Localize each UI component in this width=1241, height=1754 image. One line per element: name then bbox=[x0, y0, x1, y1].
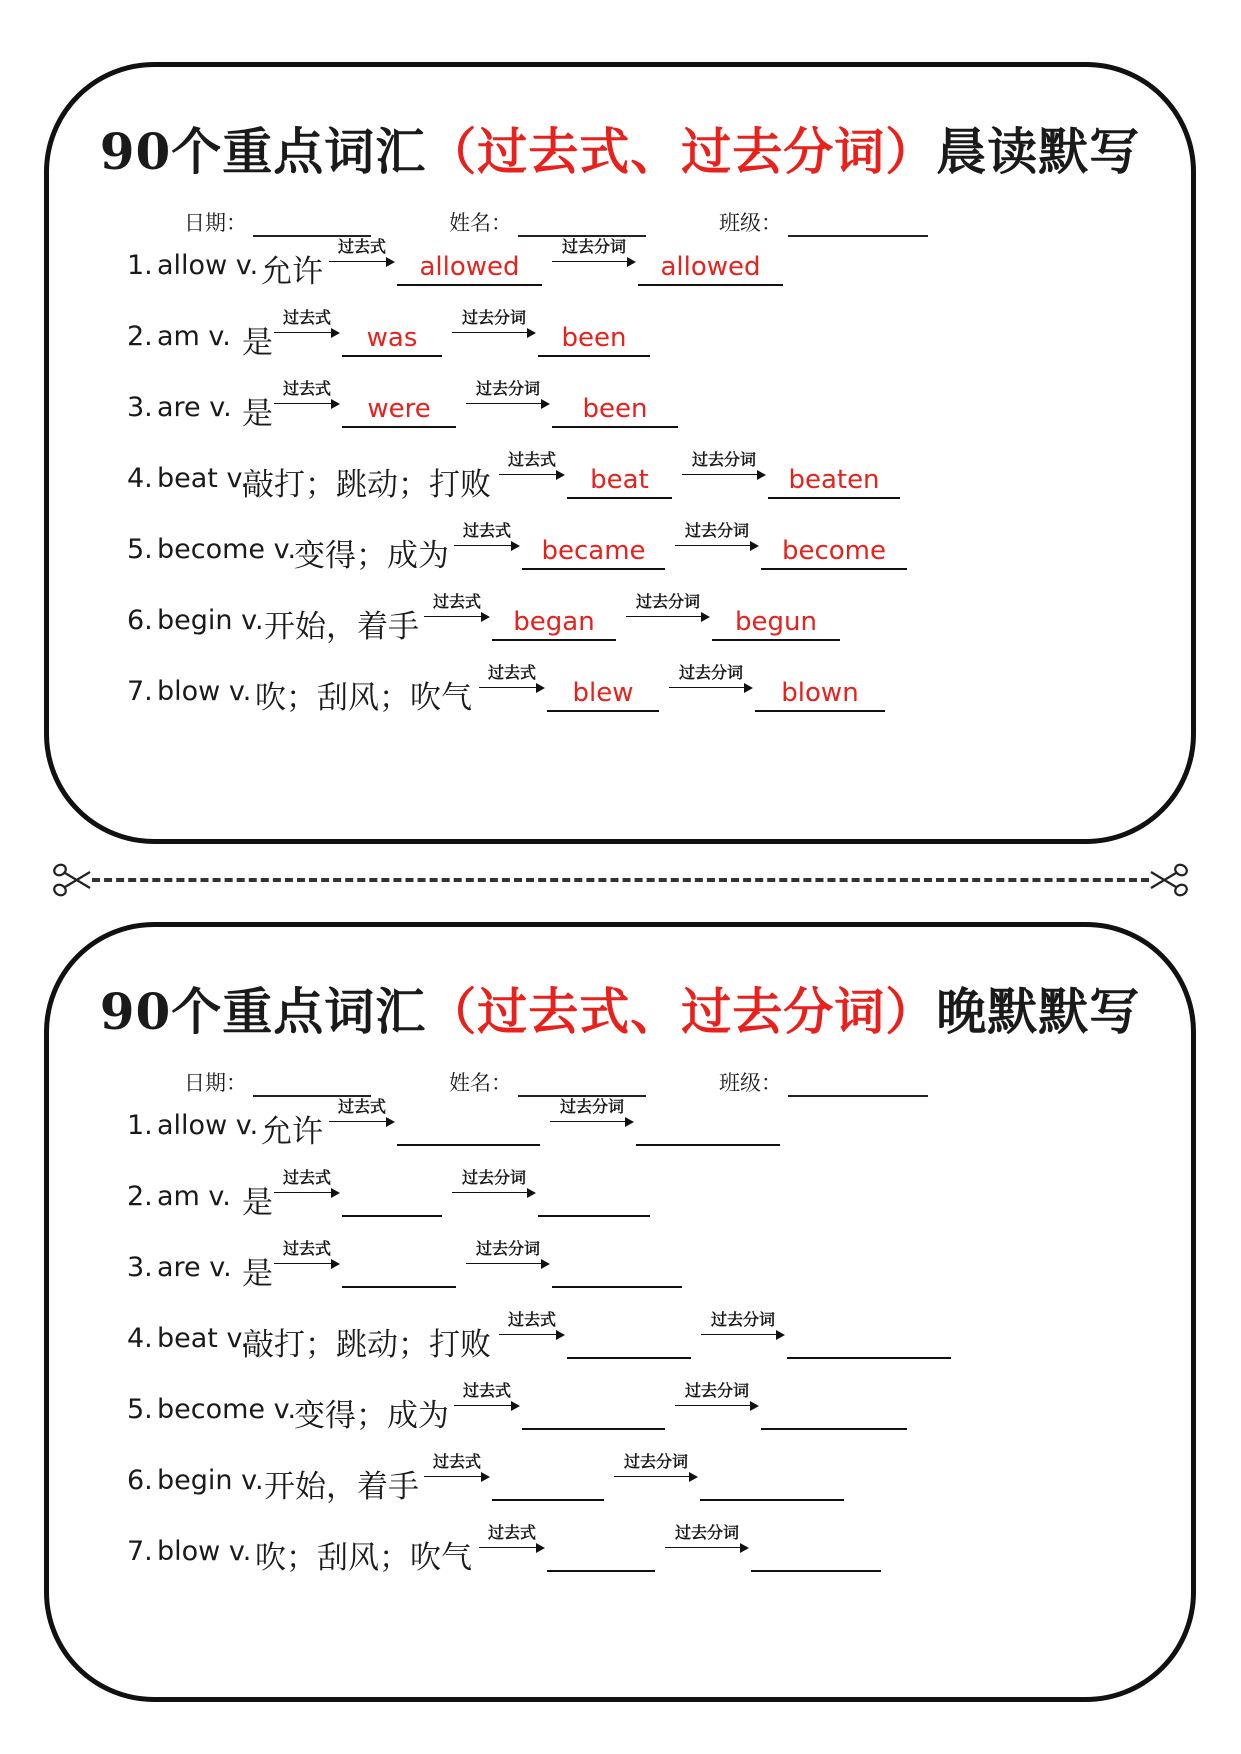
past-participle-label: 过去分词 bbox=[475, 1239, 540, 1258]
past-tense-label: 过去式 bbox=[507, 450, 556, 469]
past-participle-answer: been bbox=[582, 394, 648, 424]
arrow-head-icon bbox=[511, 541, 520, 551]
arrow-shaft bbox=[274, 403, 334, 404]
past-tense-answer: blew bbox=[572, 678, 634, 708]
arrow-shaft bbox=[665, 1547, 743, 1548]
past-participle-blank[interactable] bbox=[538, 317, 650, 357]
past-participle-label: 过去分词 bbox=[461, 308, 526, 327]
arrow-shaft bbox=[614, 1476, 692, 1477]
chinese-meaning: 敲打；跳动；打败 bbox=[243, 1327, 491, 1363]
past-tense-arrow bbox=[499, 1307, 565, 1347]
chinese-meaning: 允许 bbox=[261, 1114, 323, 1150]
past-tense-label: 过去式 bbox=[337, 237, 386, 256]
past-tense-arrow bbox=[424, 1449, 490, 1489]
past-tense-blank[interactable] bbox=[492, 1461, 604, 1501]
past-tense-label: 过去式 bbox=[462, 521, 511, 540]
arrow-shaft bbox=[626, 616, 704, 617]
arrow-head-icon bbox=[556, 470, 565, 480]
vocab-row bbox=[49, 1518, 1191, 1578]
english-word: are v. bbox=[157, 392, 232, 423]
name-label: 姓名： bbox=[449, 211, 512, 235]
item-number: 7. bbox=[127, 1536, 153, 1567]
past-tense-arrow bbox=[274, 1236, 340, 1276]
arrow-shaft bbox=[424, 1476, 484, 1477]
item-number: 5. bbox=[127, 534, 153, 565]
morning-title bbox=[49, 112, 1191, 184]
past-participle-label: 过去分词 bbox=[678, 663, 743, 682]
arrow-head-icon bbox=[536, 683, 545, 693]
past-participle-answer: beaten bbox=[788, 465, 880, 495]
arrow-head-icon bbox=[744, 683, 753, 693]
chinese-meaning: 是 bbox=[242, 1256, 273, 1292]
arrow-shaft bbox=[479, 1547, 539, 1548]
item-number: 3. bbox=[127, 1252, 153, 1283]
past-participle-blank[interactable] bbox=[787, 1319, 951, 1359]
past-participle-label: 过去分词 bbox=[475, 379, 540, 398]
vocab-row bbox=[49, 374, 1191, 434]
past-tense-label: 过去式 bbox=[282, 379, 331, 398]
arrow-head-icon bbox=[740, 1543, 749, 1553]
item-number: 5. bbox=[127, 1394, 153, 1425]
past-participle-blank[interactable] bbox=[755, 672, 885, 712]
arrow-shaft bbox=[499, 474, 559, 475]
arrow-head-icon bbox=[701, 612, 710, 622]
english-word: allow v. bbox=[157, 250, 259, 281]
past-participle-arrow bbox=[452, 305, 536, 345]
item-number: 6. bbox=[127, 1465, 153, 1496]
past-tense-label: 过去式 bbox=[282, 308, 331, 327]
chinese-meaning: 吹；刮风；吹气 bbox=[255, 1540, 472, 1576]
vocab-row bbox=[49, 658, 1191, 718]
past-participle-label: 过去分词 bbox=[684, 1381, 749, 1400]
arrow-head-icon bbox=[481, 1472, 490, 1482]
past-tense-label: 过去式 bbox=[507, 1310, 556, 1329]
past-tense-arrow bbox=[424, 589, 490, 629]
vocab-row bbox=[49, 1305, 1191, 1365]
past-tense-blank[interactable] bbox=[547, 672, 659, 712]
past-tense-label: 过去式 bbox=[337, 1097, 386, 1116]
past-participle-answer: become bbox=[781, 536, 887, 566]
past-participle-arrow bbox=[682, 447, 766, 487]
past-participle-label: 过去分词 bbox=[461, 1168, 526, 1187]
arrow-shaft bbox=[466, 1263, 544, 1264]
past-tense-blank[interactable] bbox=[342, 1177, 442, 1217]
past-tense-label: 过去式 bbox=[487, 663, 536, 682]
past-tense-arrow bbox=[454, 1378, 520, 1418]
arrow-shaft bbox=[274, 1192, 334, 1193]
english-word: are v. bbox=[157, 1252, 232, 1283]
title-highlight: （过去式、过去分词） bbox=[426, 122, 937, 181]
title-highlight: （过去式、过去分词） bbox=[426, 982, 937, 1041]
arrow-head-icon bbox=[511, 1401, 520, 1411]
past-participle-blank[interactable] bbox=[751, 1532, 881, 1572]
vocab-row bbox=[49, 587, 1191, 647]
past-tense-blank[interactable] bbox=[522, 1390, 665, 1430]
past-tense-blank[interactable] bbox=[397, 246, 542, 286]
past-participle-arrow bbox=[466, 376, 550, 416]
past-tense-arrow bbox=[479, 660, 545, 700]
item-number: 1. bbox=[127, 250, 153, 281]
english-word: blow v. bbox=[157, 676, 252, 707]
past-tense-arrow bbox=[274, 305, 340, 345]
arrow-shaft bbox=[675, 1405, 753, 1406]
past-tense-label: 过去式 bbox=[432, 1452, 481, 1471]
past-participle-blank[interactable] bbox=[638, 246, 783, 286]
arrow-head-icon bbox=[331, 399, 340, 409]
arrow-shaft bbox=[424, 616, 484, 617]
vocab-row bbox=[49, 445, 1191, 505]
past-tense-answer: beat bbox=[590, 465, 649, 495]
past-participle-arrow bbox=[701, 1307, 785, 1347]
chinese-meaning: 是 bbox=[242, 396, 273, 432]
arrow-shaft bbox=[669, 687, 747, 688]
arrow-shaft bbox=[274, 332, 334, 333]
scissors-right-icon bbox=[1147, 858, 1191, 902]
arrow-head-icon bbox=[757, 470, 766, 480]
arrow-shaft bbox=[682, 474, 760, 475]
past-tense-blank[interactable] bbox=[342, 388, 456, 428]
past-participle-blank[interactable] bbox=[761, 530, 907, 570]
arrow-head-icon bbox=[536, 1543, 545, 1553]
past-participle-blank[interactable] bbox=[768, 459, 900, 499]
evening-worksheet-card bbox=[44, 922, 1196, 1702]
past-participle-answer: been bbox=[561, 323, 627, 353]
cut-line bbox=[92, 878, 1149, 882]
vocab-row bbox=[49, 232, 1191, 292]
past-tense-label: 过去式 bbox=[462, 1381, 511, 1400]
evening-title bbox=[49, 972, 1191, 1044]
past-participle-arrow bbox=[452, 1165, 536, 1205]
past-participle-blank[interactable] bbox=[636, 1106, 780, 1146]
arrow-shaft bbox=[452, 332, 530, 333]
vocab-row bbox=[49, 1447, 1191, 1507]
past-tense-arrow bbox=[479, 1520, 545, 1560]
past-tense-blank[interactable] bbox=[567, 459, 672, 499]
english-word: am v. bbox=[157, 1181, 231, 1212]
english-word: beat v. bbox=[157, 1323, 249, 1354]
vocab-row bbox=[49, 1163, 1191, 1223]
past-participle-arrow bbox=[466, 1236, 550, 1276]
date-label: 日期： bbox=[184, 1071, 247, 1095]
past-tense-answer: were bbox=[367, 394, 431, 424]
past-tense-arrow bbox=[329, 1094, 395, 1134]
past-participle-answer: allowed bbox=[660, 252, 761, 282]
past-participle-label: 过去分词 bbox=[710, 1310, 775, 1329]
past-participle-arrow bbox=[552, 234, 636, 274]
vocab-row bbox=[49, 1092, 1191, 1152]
past-participle-label: 过去分词 bbox=[684, 521, 749, 540]
english-word: beat v. bbox=[157, 463, 249, 494]
arrow-shaft bbox=[675, 545, 753, 546]
item-number: 3. bbox=[127, 392, 153, 423]
arrow-shaft bbox=[466, 403, 544, 404]
past-tense-label: 过去式 bbox=[432, 592, 481, 611]
past-participle-blank[interactable] bbox=[761, 1390, 907, 1430]
arrow-head-icon bbox=[331, 1259, 340, 1269]
past-participle-arrow bbox=[675, 1378, 759, 1418]
class-label: 班级： bbox=[719, 211, 782, 235]
past-tense-blank[interactable] bbox=[492, 601, 616, 641]
arrow-head-icon bbox=[331, 1188, 340, 1198]
arrow-head-icon bbox=[750, 541, 759, 551]
arrow-head-icon bbox=[541, 399, 550, 409]
past-participle-arrow bbox=[675, 518, 759, 558]
past-participle-blank[interactable] bbox=[712, 601, 840, 641]
past-participle-arrow bbox=[669, 660, 753, 700]
arrow-head-icon bbox=[689, 1472, 698, 1482]
past-participle-label: 过去分词 bbox=[623, 1452, 688, 1471]
arrow-head-icon bbox=[481, 612, 490, 622]
past-participle-blank[interactable] bbox=[552, 388, 678, 428]
arrow-shaft bbox=[550, 1121, 628, 1122]
past-tense-arrow bbox=[454, 518, 520, 558]
arrow-shaft bbox=[329, 261, 389, 262]
item-number: 2. bbox=[127, 321, 153, 352]
arrow-shaft bbox=[454, 1405, 514, 1406]
english-word: begin v. bbox=[157, 605, 264, 636]
item-number: 2. bbox=[127, 1181, 153, 1212]
arrow-head-icon bbox=[750, 1401, 759, 1411]
past-tense-blank[interactable] bbox=[397, 1106, 540, 1146]
arrow-shaft bbox=[454, 545, 514, 546]
name-label: 姓名： bbox=[449, 1071, 512, 1095]
chinese-meaning: 开始，着手 bbox=[264, 609, 419, 645]
past-participle-arrow bbox=[665, 1520, 749, 1560]
item-number: 7. bbox=[127, 676, 153, 707]
past-tense-blank[interactable] bbox=[342, 1248, 456, 1288]
past-tense-answer: became bbox=[541, 536, 646, 566]
arrow-head-icon bbox=[386, 257, 395, 267]
vocab-row bbox=[49, 1376, 1191, 1436]
english-word: am v. bbox=[157, 321, 231, 352]
past-tense-blank[interactable] bbox=[522, 530, 665, 570]
vocab-row bbox=[49, 1234, 1191, 1294]
arrow-head-icon bbox=[776, 1330, 785, 1340]
arrow-head-icon bbox=[625, 1117, 634, 1127]
date-label: 日期： bbox=[184, 211, 247, 235]
arrow-shaft bbox=[329, 1121, 389, 1122]
item-number: 1. bbox=[127, 1110, 153, 1141]
past-tense-label: 过去式 bbox=[282, 1168, 331, 1187]
chinese-meaning: 吹；刮风；吹气 bbox=[255, 680, 472, 716]
chinese-meaning: 敲打；跳动；打败 bbox=[243, 467, 491, 503]
past-tense-answer: allowed bbox=[419, 252, 520, 282]
past-tense-blank[interactable] bbox=[342, 317, 442, 357]
arrow-head-icon bbox=[556, 1330, 565, 1340]
chinese-meaning: 允许 bbox=[261, 254, 323, 290]
english-word: begin v. bbox=[157, 1465, 264, 1496]
arrow-shaft bbox=[701, 1334, 779, 1335]
vocab-row bbox=[49, 303, 1191, 363]
past-participle-blank[interactable] bbox=[552, 1248, 682, 1288]
arrow-head-icon bbox=[386, 1117, 395, 1127]
past-tense-answer: was bbox=[366, 323, 418, 353]
past-participle-label: 过去分词 bbox=[559, 1097, 624, 1116]
past-participle-arrow bbox=[550, 1094, 634, 1134]
past-participle-arrow bbox=[626, 589, 710, 629]
past-participle-answer: blown bbox=[781, 678, 859, 708]
chinese-meaning: 变得；成为 bbox=[294, 538, 449, 574]
past-tense-arrow bbox=[274, 376, 340, 416]
past-tense-answer: began bbox=[513, 607, 595, 637]
past-tense-arrow bbox=[329, 234, 395, 274]
past-tense-label: 过去式 bbox=[282, 1239, 331, 1258]
item-number: 4. bbox=[127, 1323, 153, 1354]
chinese-meaning: 变得；成为 bbox=[294, 1398, 449, 1434]
arrow-shaft bbox=[274, 1263, 334, 1264]
past-tense-label: 过去式 bbox=[487, 1523, 536, 1542]
past-tense-blank[interactable] bbox=[547, 1532, 655, 1572]
class-label: 班级： bbox=[719, 1071, 782, 1095]
english-word: blow v. bbox=[157, 1536, 252, 1567]
past-tense-blank[interactable] bbox=[567, 1319, 691, 1359]
arrow-head-icon bbox=[527, 1188, 536, 1198]
past-participle-answer: begun bbox=[735, 607, 817, 637]
arrow-shaft bbox=[479, 687, 539, 688]
past-participle-blank[interactable] bbox=[538, 1177, 650, 1217]
chinese-meaning: 开始，着手 bbox=[264, 1469, 419, 1505]
arrow-head-icon bbox=[527, 328, 536, 338]
chinese-meaning: 是 bbox=[242, 1185, 273, 1221]
title-suffix: 晚默默写 bbox=[936, 982, 1141, 1041]
english-word: allow v. bbox=[157, 1110, 259, 1141]
past-participle-label: 过去分词 bbox=[561, 237, 626, 256]
title-main: 90个重点词汇 bbox=[99, 122, 427, 181]
arrow-shaft bbox=[452, 1192, 530, 1193]
english-word: become v. bbox=[157, 1394, 297, 1425]
chinese-meaning: 是 bbox=[242, 325, 273, 361]
past-tense-arrow bbox=[274, 1165, 340, 1205]
past-participle-label: 过去分词 bbox=[674, 1523, 739, 1542]
past-participle-label: 过去分词 bbox=[635, 592, 700, 611]
title-main: 90个重点词汇 bbox=[99, 982, 427, 1041]
past-participle-arrow bbox=[614, 1449, 698, 1489]
past-participle-label: 过去分词 bbox=[691, 450, 756, 469]
item-number: 4. bbox=[127, 463, 153, 494]
item-number: 6. bbox=[127, 605, 153, 636]
past-tense-arrow bbox=[499, 447, 565, 487]
scissors-left-icon bbox=[50, 858, 94, 902]
title-suffix: 晨读默写 bbox=[936, 122, 1141, 181]
english-word: become v. bbox=[157, 534, 297, 565]
arrow-head-icon bbox=[541, 1259, 550, 1269]
arrow-shaft bbox=[552, 261, 630, 262]
past-participle-blank[interactable] bbox=[700, 1461, 844, 1501]
arrow-head-icon bbox=[331, 328, 340, 338]
vocab-row bbox=[49, 516, 1191, 576]
arrow-shaft bbox=[499, 1334, 559, 1335]
arrow-head-icon bbox=[627, 257, 636, 267]
morning-worksheet-card bbox=[44, 62, 1196, 844]
